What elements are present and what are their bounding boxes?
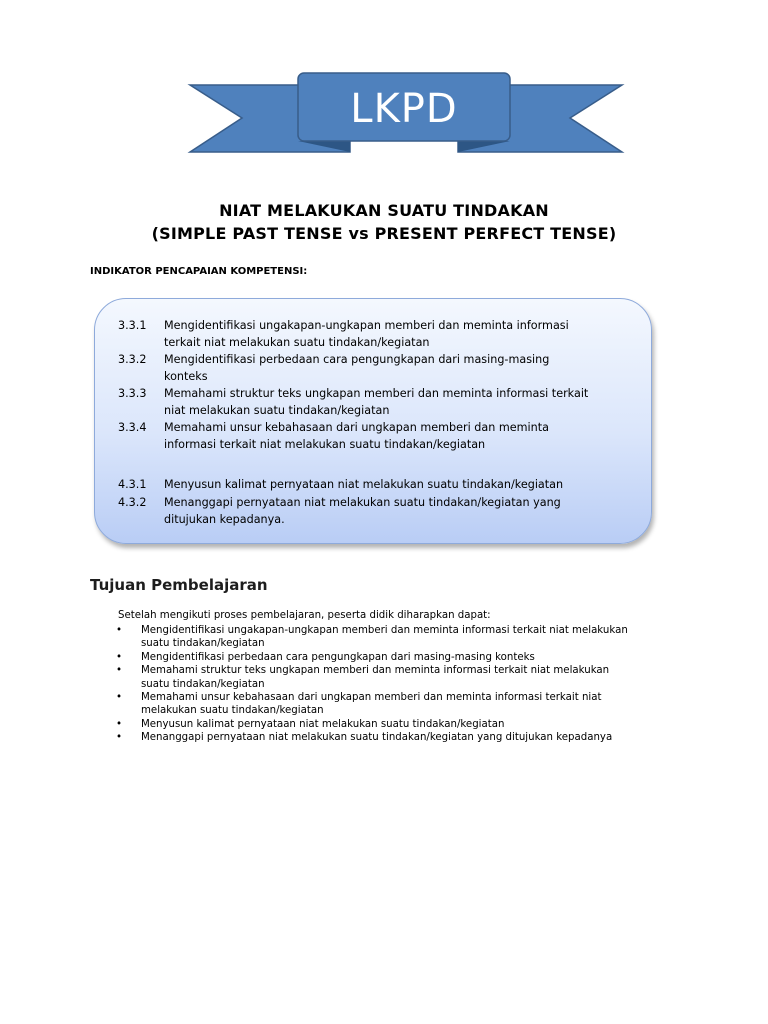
tujuan-intro: Setelah mengikuti proses pembelajaran, peserta didik diharapkan dapat: [118, 610, 491, 621]
indikator-heading: INDIKATOR PENCAPAIAN KOMPETENSI: [90, 266, 308, 277]
list-item [114, 691, 694, 718]
list-item-text: melakukan suatu tindakan/kegiatan [141, 705, 324, 717]
list-item [114, 624, 694, 651]
indikator-text: terkait niat melakukan suatu tindakan/kegiatan [164, 336, 430, 349]
list-item-text: Menyusun kalimat pernyataan niat melakukan suatu tindakan/kegiatan [141, 718, 505, 730]
indikator-number: 3.3.4 [118, 421, 147, 434]
list-item [114, 718, 694, 731]
list-item-text: Menanggapi pernyataan niat melakukan suatu tindakan/kegiatan yang ditujukan kepadanya [141, 732, 613, 744]
bullet-icon: • [116, 692, 123, 704]
indikator-text: konteks [164, 370, 208, 383]
list-item-text: Mengidentifikasi perbedaan cara pengungkapan dari masing-masing konteks [141, 651, 535, 663]
indikator-text: informasi terkait niat melakukan suatu tindakan/kegiatan [164, 438, 486, 451]
indikator-text: ditujukan kepadanya. [164, 513, 285, 526]
list-item-text: Memahami struktur teks ungkapan memberi dan meminta informasi terkait niat melakukan [141, 665, 610, 677]
kompetensi-box [94, 298, 652, 544]
indikator-text: Menanggapi pernyataan niat melakukan suatu tindakan/kegiatan yang [164, 496, 561, 509]
list-item-text: Mengidentifikasi ungakapan-ungkapan memberi dan meminta informasi terkait niat melakukan [141, 625, 628, 636]
indikator-text: Mengidentifikasi ungakapan-ungkapan memberi dan meminta informasi [164, 319, 569, 332]
indikator-number: 3.3.1 [118, 319, 147, 332]
bullet-icon: • [116, 651, 123, 663]
indikator-text: Mengidentifikasi perbedaan cara pengungkapan dari masing-masing [164, 353, 550, 366]
indikator-text: Menyusun kalimat pernyataan niat melakukan suatu tindakan/kegiatan [164, 478, 564, 491]
indikator-text: niat melakukan suatu tindakan/kegiatan [164, 404, 390, 417]
banner-label: LKPD [350, 86, 458, 132]
indikator-number: 4.3.1 [118, 478, 147, 491]
list-item [114, 651, 694, 664]
bullet-icon: • [116, 625, 123, 636]
bullet-icon: • [116, 718, 123, 730]
indikator-number: 3.3.3 [118, 387, 147, 400]
indikator-number: 4.3.2 [118, 496, 147, 509]
indikator-text: Memahami unsur kebahasaan dari ungkapan memberi dan meminta [164, 421, 550, 434]
list-item-text: suatu tindakan/kegiatan [141, 638, 265, 650]
bullet-icon: • [116, 665, 123, 677]
list-item-text: suatu tindakan/kegiatan [141, 678, 265, 690]
indikator-number: 3.3.2 [118, 353, 147, 366]
tujuan-heading: Tujuan Pembelajaran [90, 576, 268, 594]
list-item [114, 731, 694, 744]
document-title-line-2: (SIMPLE PAST TENSE vs PRESENT PERFECT TENSE) [151, 224, 617, 243]
bullet-icon: • [116, 732, 123, 744]
indikator-text: Memahami struktur teks ungkapan memberi dan meminta informasi terkait [164, 387, 589, 400]
document-title-line-1: NIAT MELAKUKAN SUATU TINDAKAN [219, 201, 549, 220]
list-item-text: Memahami unsur kebahasaan dari ungkapan memberi dan meminta informasi terkait niat [141, 692, 602, 704]
list-item [114, 664, 694, 691]
tujuan-list [114, 624, 694, 745]
